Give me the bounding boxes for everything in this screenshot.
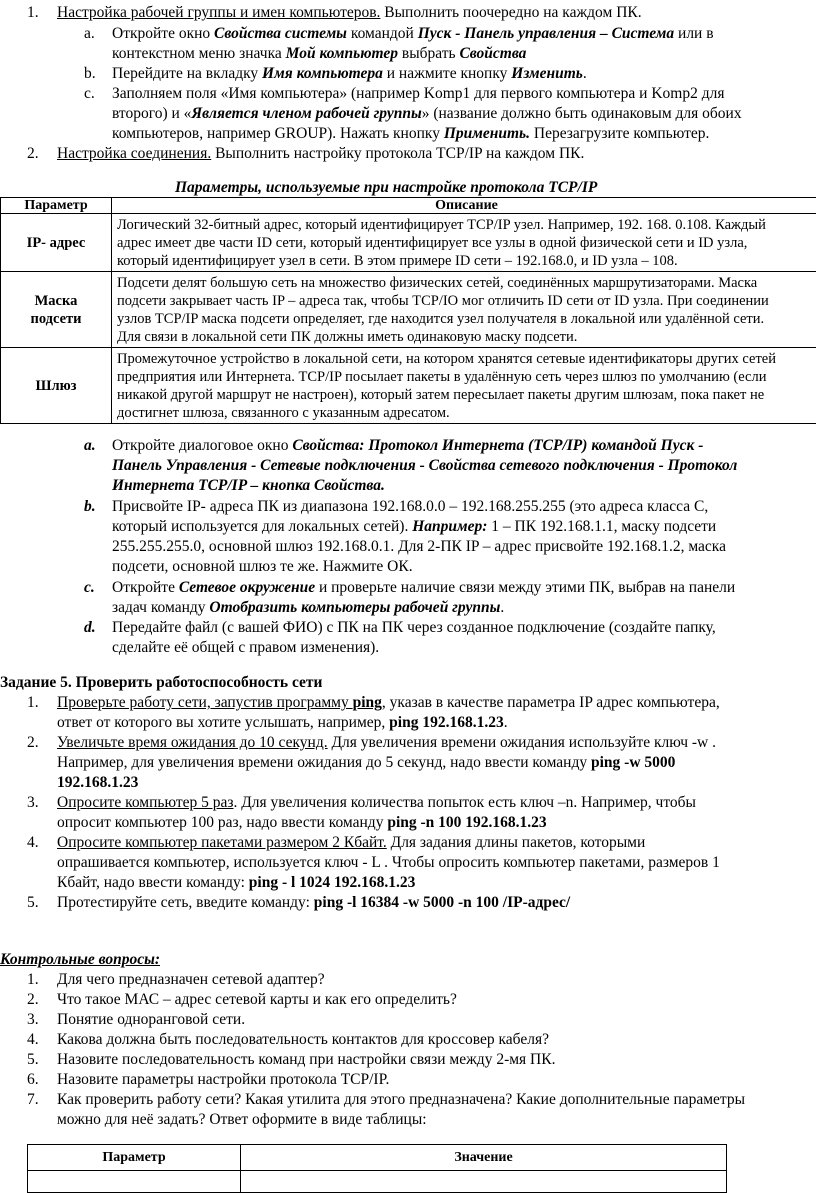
sub-item-c-line3 — [112, 124, 709, 144]
sub2-item-a-line2: Панель Управления - Сетевые подключения - Свойства сетевого подключения - Протокол — [112, 457, 738, 474]
list-item-1 — [27, 3, 642, 23]
list-item-text: Выполнить настройку протокола TCP/IP на каждом ПК. — [211, 145, 585, 162]
list-item-title: Настройка рабочей группы и имен компьютеров. — [57, 4, 381, 21]
text: Кбайт, надо ввести команду: — [57, 874, 249, 891]
text: ping — [352, 694, 382, 711]
sub-letter: a. — [84, 437, 96, 454]
sub2-item-b — [84, 497, 709, 517]
text: Откройте окно — [112, 25, 215, 42]
text: Заполняем поля «Имя компьютера» (например Komp1 для первого компьютера и Komp2 для — [112, 85, 725, 102]
sub2-item-b-line2 — [112, 517, 716, 537]
question-item — [27, 1030, 816, 1050]
text: компьютеров, например GROUP). Нажать кнопку — [112, 125, 444, 142]
text: Для задания длины пакетов, которыми — [386, 834, 646, 851]
list-item-text: Выполнить поочередно на каждом ПК. — [380, 4, 642, 21]
description-line: достигнет шлюза, связанного с указанным адресатом. — [117, 404, 450, 421]
sub-letter: d. — [84, 619, 96, 636]
sub2-item-c — [84, 578, 736, 598]
sub-item-a — [84, 24, 714, 44]
text: ping -l 16384 -w 5000 -n 100 /IP-адрес/ — [313, 894, 571, 911]
task5-item-2 — [27, 733, 717, 753]
text: Свойства: Протокол Интернета (TCP/IP) командой Пуск - — [292, 437, 704, 454]
param-cell — [1, 272, 112, 348]
sub-item-b — [84, 64, 587, 84]
text: и нажмите кнопку — [382, 65, 512, 82]
question-text: Что такое МАС – адрес сетевой карты и как его определить? — [57, 991, 457, 1008]
answer-header-row — [28, 1145, 727, 1171]
list-number: 2. — [27, 145, 39, 162]
text: Проверьте работу сети, запустив программу — [57, 694, 353, 711]
text: Опросите компьютер 5 раз — [57, 794, 234, 811]
sub2-item-a — [84, 436, 704, 456]
params-table — [0, 197, 816, 424]
sub-letter: b. — [84, 65, 96, 82]
sub-item-a-line2 — [112, 44, 526, 64]
control-title: Контрольные вопросы: — [0, 951, 160, 968]
text: Передайте файл (с вашей ФИО) с ПК на ПК через созданное подключение (создайте папку, — [112, 619, 716, 636]
text: Откройте диалоговое окно — [112, 437, 293, 454]
text: Пуск - Панель управления – Система — [417, 25, 675, 42]
task5-item-4-line3 — [57, 873, 415, 893]
description-line: адрес имеет две части ID сети, который идентифицирует все узлы в одной физической сети и ID узла, — [117, 234, 748, 251]
description-line: который идентифицирует узел в сети. В этом примере ID сети – 192.168.0, и ID узла – 108. — [117, 252, 678, 269]
sub-item-c-line2 — [112, 104, 742, 124]
question-item-continuation — [27, 1110, 816, 1130]
text: ответ от которого вы хотите услышать, например, — [57, 714, 390, 731]
description-cell — [112, 348, 816, 424]
task5-item-2-line3: 192.168.1.23 — [57, 774, 139, 791]
text: выбрать — [398, 45, 460, 62]
text: Откройте — [112, 579, 179, 596]
text: Перейдите на вкладку — [112, 65, 263, 82]
list-number: 1. — [27, 4, 39, 21]
text: » (название должно быть одинаковым для обоих — [421, 105, 742, 122]
list-number: 5. — [27, 894, 39, 911]
question-text: Назовите параметры настройки протокола TCP/IP. — [57, 1071, 390, 1088]
task5-title: Задание 5. Проверить работоспособность сети — [0, 674, 323, 691]
list-number: 4. — [27, 834, 39, 851]
text: , указав в качестве параметра IP адрес компьютера, — [381, 694, 720, 711]
text: ping -w 5000 — [591, 754, 676, 771]
list-item-title: Настройка соединения. — [57, 145, 212, 162]
header-description: Описание — [112, 198, 816, 214]
sub-letter: a. — [84, 25, 95, 42]
text: опросит компьютер 100 раз, надо ввести команду — [57, 814, 388, 831]
question-text: Понятие одноранговой сети. — [57, 1011, 246, 1028]
text: командой — [346, 25, 418, 42]
question-item — [27, 970, 816, 990]
description-line: Логический 32-битный адрес, который идентифицирует TCP/IP узел. Например, 192. 168. 0.108. Каждый — [117, 216, 766, 233]
table-title: Параметры, используемые при настройке протокола TCP/IP — [175, 179, 598, 196]
list-number: 1. — [27, 971, 39, 988]
list-number: 2. — [27, 734, 39, 751]
task5-item-4 — [27, 833, 646, 853]
description-line: узлов TCP/IP маска подсети определяет, где находится узел получателя в локальной или удалённой сети. — [117, 310, 765, 327]
task5-item-1 — [27, 693, 720, 713]
text: Увеличьте время ожидания до 10 секунд. — [57, 734, 328, 751]
text: Применить. — [443, 125, 530, 142]
question-text: Какова должна быть последовательность контактов для кроссовер кабеля? — [57, 1031, 549, 1048]
list-number: 7. — [27, 1091, 39, 1108]
sub2-item-d-line2: сделайте её общей с правом изменения). — [112, 639, 380, 656]
task5-item-2-line2 — [57, 753, 675, 773]
sub-letter: c. — [84, 85, 95, 102]
text: Мой компьютер — [285, 45, 398, 62]
description-line: предприятия или Интернета. TCP/IP посылает пакеты в удалённую сеть через шлюз по умолчанию (если — [117, 368, 767, 385]
task5-item-5 — [27, 893, 571, 913]
text: Свойства системы — [214, 25, 347, 42]
sub2-item-a-line3: Интернета TCP/IP – кнопка Свойства. — [112, 477, 385, 494]
table-row — [1, 272, 816, 348]
text: или в — [674, 25, 714, 42]
text: Присвойте IP- адреса ПК из диапазона 192.168.0.0 – 192.168.255.255 (это адреса класса С, — [112, 498, 709, 515]
sub-letter: b. — [84, 498, 96, 515]
sub2-item-b-line4: подсети, основной шлюз те же. Нажмите ОК. — [112, 558, 413, 575]
sub2-item-b-line3: 255.255.255.0, основной шлюз 192.168.0.1. Для 2-ПК IP – адрес присвойте 192.168.1.2, маска — [112, 538, 726, 555]
answer-row — [28, 1171, 727, 1193]
table-row — [1, 214, 816, 272]
text: ping - l 1024 192.168.1.23 — [248, 874, 416, 891]
header-param: Параметр — [1, 198, 112, 214]
list-number: 1. — [27, 694, 39, 711]
text: Например: — [412, 518, 488, 535]
question-item — [27, 1090, 816, 1110]
text: Например, для увеличения времени ожидания до 5 секунд, надо ввести команду — [57, 754, 591, 771]
text: задач команду — [112, 599, 210, 616]
table-row — [1, 348, 816, 424]
description-line: подсети закрывает часть IP – адреса так, чтобы TCP/IO мог отличить ID сети от ID узла. При соединении — [117, 292, 769, 309]
task5-item-3-line2 — [57, 813, 547, 833]
table-header-row — [1, 198, 816, 214]
question-item — [27, 1070, 816, 1090]
param-cell: Шлюз — [1, 348, 112, 424]
question-text: можно для неё задать? Ответ оформите в виде таблицы: — [57, 1111, 427, 1128]
list-item-2 — [27, 144, 585, 164]
list-number: 3. — [27, 1011, 39, 1028]
description-line: Для связи в локальной сети ПК должны иметь одинаковую маску подсети. — [117, 328, 578, 345]
answer-table — [27, 1144, 727, 1193]
list-number: 4. — [27, 1031, 39, 1048]
answer-cell[interactable] — [28, 1171, 241, 1193]
sub2-item-d — [84, 618, 716, 638]
text: . Для увеличения количества попыток есть ключ –n. Например, чтобы — [233, 794, 696, 811]
text: Сетевое окружение — [178, 579, 316, 596]
header-param: Параметр — [28, 1145, 241, 1171]
text: ping 192.168.1.23 — [389, 714, 504, 731]
text: контекстном меню значка — [112, 45, 286, 62]
text: . — [503, 714, 508, 731]
text: . — [582, 65, 587, 82]
sub-item-c — [84, 84, 725, 104]
description-line: Подсети делят большую сеть на множество физических сетей, соединённых маршрутизаторами. Маска — [117, 274, 758, 291]
text: второго) и « — [112, 105, 192, 122]
text: ping -n 100 192.168.1.23 — [387, 814, 547, 831]
list-number: 6. — [27, 1071, 39, 1088]
param-cell: IP- адрес — [1, 214, 112, 272]
text: который используется для локальных сетей). — [112, 518, 413, 535]
sub2-item-c-line2 — [112, 598, 504, 618]
text: 1 – ПК 192.168.1.1, маску подсети — [487, 518, 717, 535]
question-item — [27, 990, 816, 1010]
list-number: 3. — [27, 794, 39, 811]
text: . — [500, 599, 505, 616]
description-cell — [112, 272, 816, 348]
question-item — [27, 1050, 816, 1070]
text: Отобразить компьютеры рабочей группы — [209, 599, 501, 616]
task5-item-3 — [27, 793, 696, 813]
text: и проверьте наличие связи между этими ПК, выбрав на панели — [315, 579, 736, 596]
text: Для увеличения времени ожидания используйте ключ -w . — [327, 734, 717, 751]
question-item — [27, 1010, 816, 1030]
task5-item-1-line2 — [57, 713, 508, 733]
header-value: Значение — [241, 1145, 727, 1171]
param-text: Маска подсети — [30, 292, 82, 327]
control-list — [27, 970, 816, 1130]
question-text: Для чего предназначен сетевой адаптер? — [57, 971, 325, 988]
text: Имя компьютера — [262, 65, 383, 82]
text: Опросите компьютер пакетами размером 2 Кбайт. — [57, 834, 387, 851]
sub-letter: c. — [84, 579, 95, 596]
text: Изменить — [511, 65, 583, 82]
question-text: Назовите последовательность команд при настройки связи между 2-мя ПК. — [57, 1051, 556, 1068]
text: Протестируйте сеть, введите команду: — [57, 894, 314, 911]
text: Перезагрузите компьютер. — [530, 125, 710, 142]
question-text: Как проверить работу сети? Какая утилита для этого предназначена? Какие дополнительные параметры — [57, 1091, 746, 1108]
description-cell — [112, 214, 816, 272]
description-line: никакой другой маршрут не настроен), который затем пересылает пакеты другим шлюзам, пока пакет не — [117, 386, 765, 403]
text: Свойства — [459, 45, 527, 62]
description-line: Промежуточное устройство в локальной сети, на котором хранятся сетевые идентификаторы других сетей — [117, 350, 776, 367]
task5-item-4-line2: опрашивается компьютер, используется ключ - L . Чтобы опросить компьютер пакетами, размеров 1 — [57, 854, 720, 871]
list-number: 5. — [27, 1051, 39, 1068]
text: Является членом рабочей группы — [191, 105, 422, 122]
list-number: 2. — [27, 991, 39, 1008]
answer-cell[interactable] — [241, 1171, 727, 1193]
